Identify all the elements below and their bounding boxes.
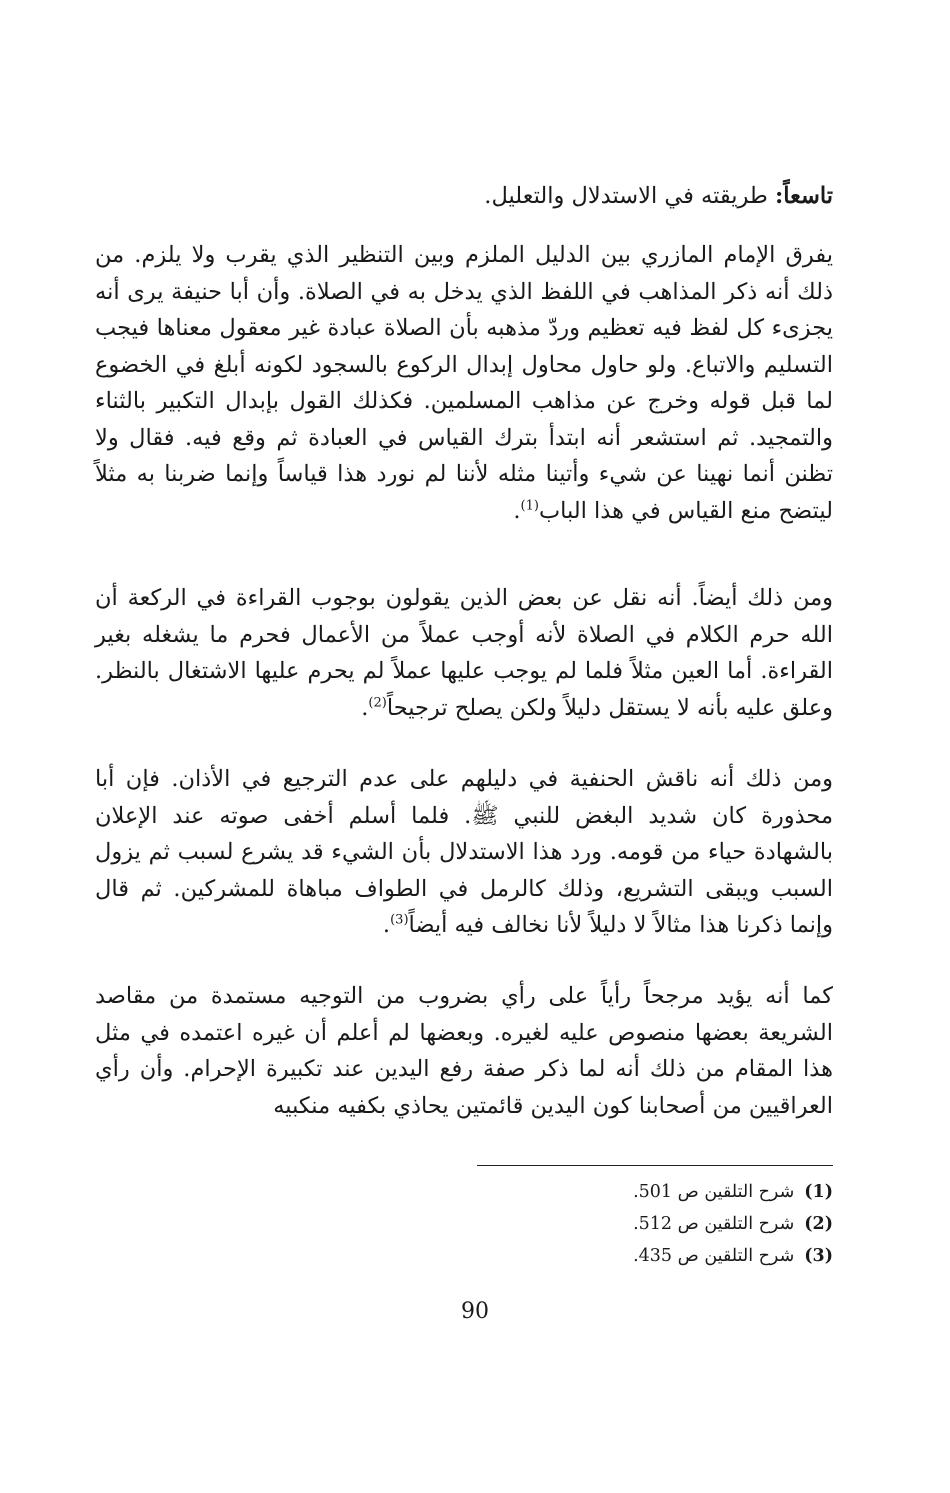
paragraph-end: .: [513, 497, 521, 524]
footnote-item: [477, 1240, 833, 1272]
footnote-number: (1): [804, 1182, 833, 1202]
paragraph-text: يفرق الإمام المازري بين الدليل الملزم وبين التنظير الذي يقرب ولا يلزم. من ذلك أنه ذكر المذاهب في اللفظ الذي يدخل به في الصلاة. وأن أبا حنيفة يرى أنه يجزىء كل لفظ فيه تعظيم وردّ مذهبه بأن الصلاة عبادة غير معقول معناها فيجب التسليم والاتباع. ولو حاول محاول إبدال الركوع بالسجود لكونه أبلغ في الخضوع لما قبل قوله وخرج عن مذاهب المسلمين. فكذلك القول بإبدال التكبير بالثناء والتمجيد. ثم استشعر أنه ابتدأ بترك القياس في العبادة ثم وقع فيه. فقال ولا تظنن أنما نهينا عن شيء وأتينا مثله لأننا لم نورد هذا قياساً وإنما ضربنا به مثلاً ليتضح منع القياس في هذا الباب: [95, 242, 833, 524]
paragraph-4: [95, 978, 833, 1124]
paragraph-1: [95, 237, 833, 529]
paragraph-text: ومن ذلك أنه ناقش الحنفية في دليلهم على عدم الترجيع في الأذان. فإن أبا محذورة كان شديد البغض للنبي ﷺ. فلما أسلم أخفى صوته عند الإعلان بالشهادة حياء من قومه. ورد هذا الاستدلال بأن الشيء قد يشرع لسبب ثم يزول السبب ويبقى التشريع، وذلك كالرمل في الطواف مباهاة للمشركين. ثم قال وإنما ذكرنا هذا مثالاً لا دليلاً لأنا نخالف فيه أيضاً: [95, 766, 833, 938]
heading-highlight: تاسعاً:: [775, 183, 833, 209]
section-heading: [95, 178, 833, 214]
footnote-number: (3): [804, 1246, 833, 1266]
footnote-item: [477, 1208, 833, 1240]
footnote-item: [477, 1176, 833, 1208]
page-number: 90: [461, 1299, 489, 1324]
footnote-text: شرح التلقين ص 512.: [633, 1214, 795, 1234]
footnote-divider: [477, 1165, 833, 1166]
paragraph-end: .: [382, 912, 391, 938]
footnote-ref[interactable]: (3): [390, 912, 409, 928]
footnote-text: شرح التلقين ص 435.: [633, 1246, 795, 1266]
footnote-ref[interactable]: (1): [520, 498, 539, 513]
footnotes: [477, 1176, 833, 1272]
paragraph-text: ومن ذلك أيضاً. أنه نقل عن بعض الذين يقولون بوجوب القراءة في الركعة أن الله حرم الكلام في الصلاة لأنه أوجب عملاً من الأعمال فحرم ما يشغله بغير القراءة. أما العين مثلاً فلما لم يوجب عليها عملاً لم يحرم عليها الاشتغال بالنظر. وعلق عليه بأنه لا يستقل دليلاً ولكن يصلح ترجيحاً: [95, 585, 833, 721]
paragraph-3: [95, 761, 833, 944]
heading-text: طريقته في الاستدلال والتعليل.: [484, 183, 775, 209]
paragraph-text: كما أنه يؤيد مرجحاً رأياً على رأي بضروب من التوجيه مستمدة من مقاصد الشريعة بعضها منصوص عليه لغيره. وبعضها لم أعلم أن غيره اعتمده في مثل هذا المقام من ذلك أنه لما ذكر صفة رفع اليدين عند تكبيرة الإحرام. وأن رأي العراقيين من أصحابنا كون اليدين قائمتين يحاذي بكفيه منكبيه: [95, 983, 833, 1119]
paragraph-2: [95, 580, 833, 726]
paragraph-end: .: [361, 694, 369, 721]
footnote-text: شرح التلقين ص 501.: [633, 1182, 795, 1202]
footnote-number: (2): [804, 1214, 833, 1234]
footnote-ref[interactable]: (2): [368, 695, 387, 710]
